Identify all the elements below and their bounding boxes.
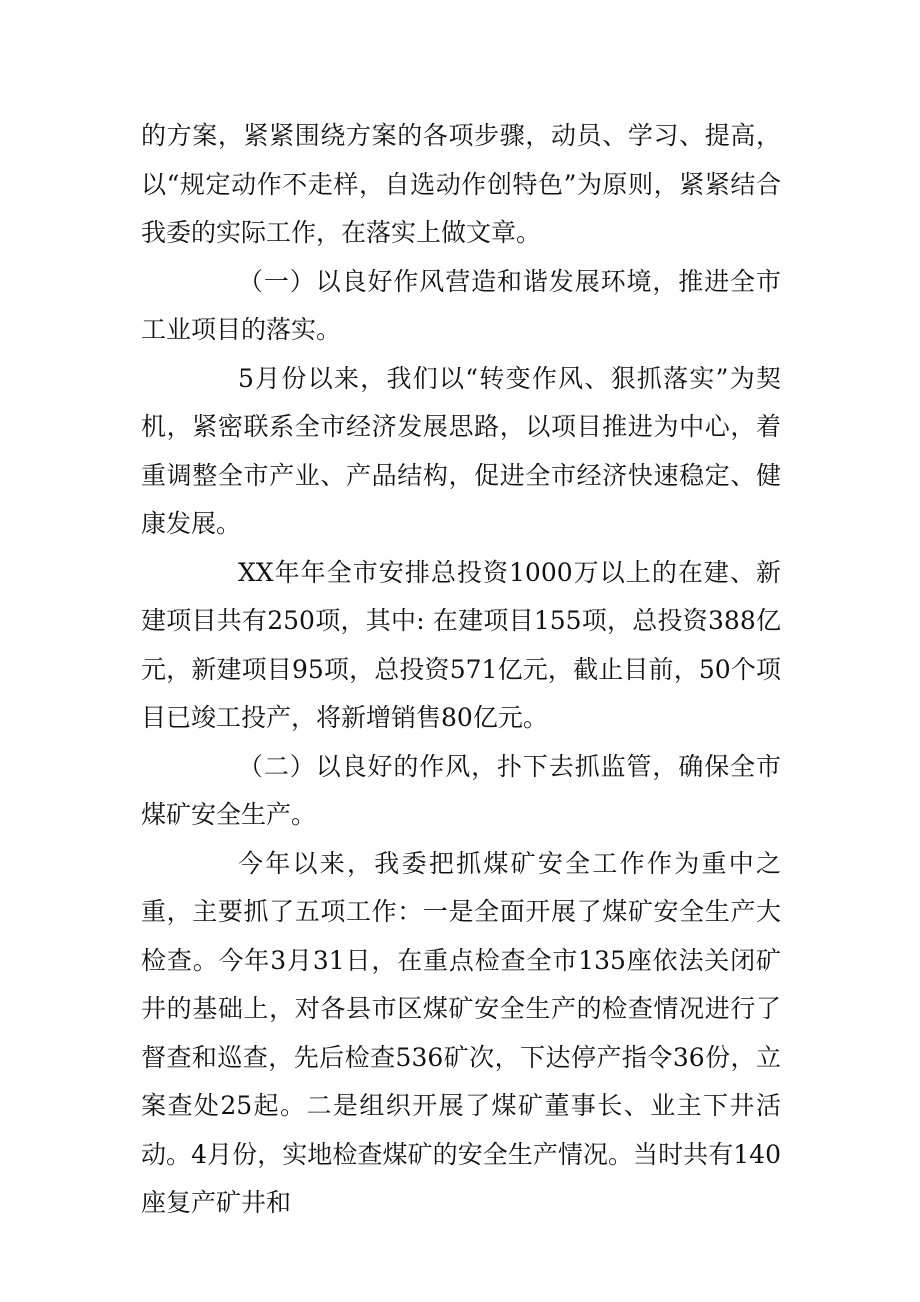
section-heading-one: （一）以良好作风营造和谐发展环境，推进全市工业项目的落实。 bbox=[141, 266, 781, 344]
document-body bbox=[141, 112, 781, 1228]
paragraph-may-work: 5月份以来，我们以“转变作风、狠抓落实”为契机，紧密联系全市经济发展思路，以项目推进为中心，着重调整全市产业、产品结构，促进全市经济快速稳定、健康发展。 bbox=[141, 363, 781, 538]
paragraph-coal-mine-safety: 今年以来，我委把抓煤矿安全工作作为重中之重，主要抓了五项工作：一是全面开展了煤矿安全生产大检查。今年3月31日，在重点检查全市135座依法关闭矿井的基础上，对各县市区煤矿安全生产的检查情况进行了督查和巡查，先后检查536矿次，下达停产指令36份，立案查处25起。二是组织开展了煤矿董事长、业主下井活动。4月份，实地检查煤矿的安全生产情况。当时共有140座复产矿井和 bbox=[141, 848, 781, 1217]
paragraph-investment-projects: XX年年全市安排总投资1000万以上的在建、新建项目共有250项，其中: 在建项目155项，总投资388亿元，新建项目95项，总投资571亿元，截止目前，50个项目已竣工投产，将新增销售80亿元。 bbox=[141, 557, 781, 732]
paragraph-continuation: 的方案，紧紧围绕方案的各项步骤，动员、学习、提高，以“规定动作不走样，自选动作创特色”为原则，紧紧结合我委的实际工作，在落实上做文章。 bbox=[141, 121, 781, 247]
section-heading-two: （二）以良好的作风，扑下去抓监管，确保全市煤矿安全生产。 bbox=[141, 751, 781, 829]
